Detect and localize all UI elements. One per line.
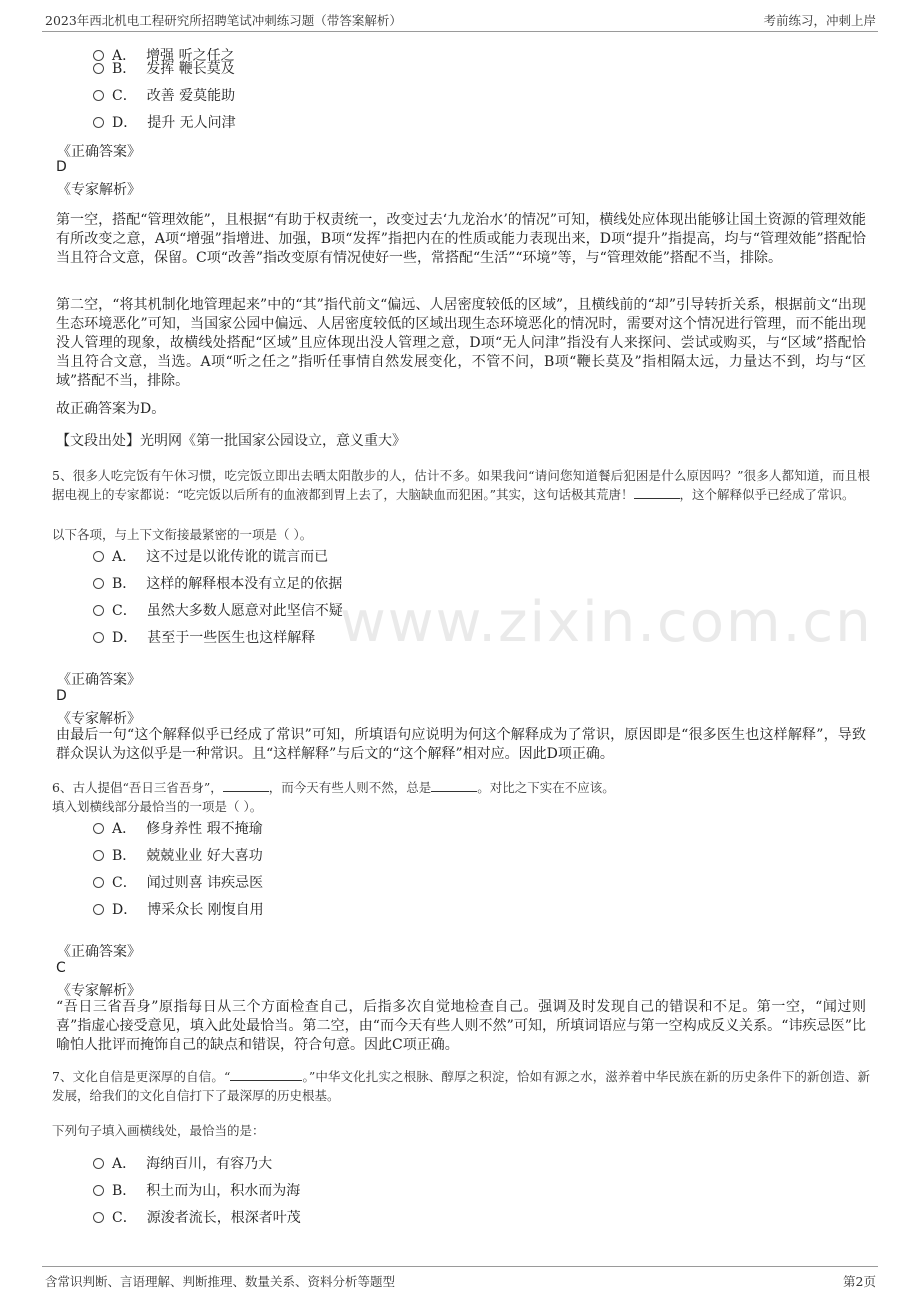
question-prompt: 下列句子填入画横线处，最恰当的是： — [52, 1123, 265, 1138]
header-slogan: 考前练习，冲刺上岸 — [763, 13, 876, 28]
answer-value: C — [56, 960, 66, 976]
option-d[interactable]: D． 博采众长 刚愎自用 — [93, 899, 264, 921]
answer-value: D — [56, 688, 67, 704]
option-b[interactable]: B． 兢兢业业 好大喜功 — [93, 845, 263, 867]
radio-icon — [93, 90, 104, 101]
question-stem: 6、古人提倡“吾日三省吾身”， ，而今天有些人则不然，总是 。对比之下实在不应该。 — [52, 780, 615, 795]
answer-label: 《正确答案》 — [57, 672, 141, 688]
radio-icon — [93, 823, 104, 834]
radio-icon — [93, 605, 104, 616]
footer-categories: 含常识判断、言语理解、判断推理、数量关系、资料分析等题型 — [45, 1274, 396, 1289]
question-stem: 5、很多人吃完饭有午休习惯，吃完饭立即出去晒太阳散步的人，估计不多。如果我问“请问您知道餐后犯困是什么原因吗？”很多人都知道，而且根据电视上的专家都说：“吃完饭以后所有的血液都到胃上去了，大脑缺血而犯困。”其实，这句话极其荒唐！ ，这个解释似乎已经成了常识。 — [52, 468, 870, 502]
answer-label: 《正确答案》 — [57, 144, 141, 160]
option-c[interactable]: C． 源浚者流长，根深者叶茂 — [93, 1207, 301, 1229]
option-b[interactable]: B． 积土而为山，积水而为海 — [93, 1180, 300, 1202]
option-d[interactable]: D． 提升 无人问津 — [93, 112, 236, 134]
option-a[interactable]: A． 修身养性 瑕不掩瑜 — [93, 818, 263, 840]
analysis-paragraph: 由最后一句“这个解释似乎已经成了常识”可知，所填语句应说明为何这个解释成为了常识，原因即是“很多医生也这样解释”，导致群众误认为这似乎是一种常识。且“这样解释”与后文的“这个解释”相对应。因此D项正确。 — [56, 727, 866, 762]
option-a[interactable]: A． 海纳百川，有容乃大 — [93, 1153, 272, 1175]
radio-icon — [93, 904, 104, 915]
page-header — [0, 0, 920, 34]
option-b[interactable]: B． 发挥 鞭长莫及 — [93, 58, 235, 80]
option-a[interactable]: A． 这不过是以讹传讹的谎言而已 — [93, 546, 328, 568]
analysis-label: 《专家解析》 — [57, 983, 141, 999]
analysis-paragraph: 第二空，“将其机制化地管理起来”中的“其”指代前文“偏远、人居密度较低的区域”，且横线前的“却”引导转折关系，根据前文“出现生态环境恶化”可知，当国家公园中偏远、人居密度较低的区域出现生态环境恶化的情况时，需要对这个情况进行管理，而不能出现没人管理的现象，故横线处搭配“区域”且应体现出没人管理之意，D项“无人问津”指没有人来探问、尝试或购买，与“区域”搭配恰当且符合文意，当选。A项“听之任之”指听任事情自然发展变化，不管不问，B项“鞭长莫及”指相隔太远，力量达不到，均与“区域”搭配不当，排除。 — [56, 297, 866, 389]
option-c[interactable]: C． 改善 爱莫能助 — [93, 85, 235, 107]
option-a[interactable]: A． 增强 听之任之 — [93, 45, 235, 67]
radio-icon — [93, 551, 104, 562]
option-b[interactable]: B． 这样的解释根本没有立足的依据 — [93, 573, 342, 595]
radio-icon — [93, 578, 104, 589]
page-number: 第2页 — [843, 1274, 876, 1289]
watermark: www.zixin.com.cn — [340, 590, 873, 655]
radio-icon — [93, 850, 104, 861]
footer-divider — [42, 1266, 878, 1267]
page-footer — [0, 1264, 920, 1302]
answer-value: D — [56, 159, 67, 175]
analysis-label: 《专家解析》 — [57, 182, 141, 198]
analysis-label: 《专家解析》 — [57, 711, 141, 727]
header-divider — [42, 31, 878, 32]
analysis-conclusion: 故正确答案为D。 — [56, 401, 166, 417]
radio-icon — [93, 63, 104, 74]
fill-blank — [230, 1069, 302, 1081]
fill-blank — [431, 780, 477, 792]
question-prompt: 填入划横线部分最恰当的一项是（ ）。 — [52, 799, 263, 814]
radio-icon — [93, 632, 104, 643]
question-prompt: 以下各项，与上下文衔接最紧密的一项是（ ）。 — [52, 527, 313, 542]
option-c[interactable]: C． 虽然大多数人愿意对此坚信不疑 — [93, 600, 343, 622]
radio-icon — [93, 117, 104, 128]
analysis-paragraph: 第一空，搭配“管理效能”，且根据“有助于权责统一，改变过去‘九龙治水’的情况”可知，横线处应体现出能够让国土资源的管理效能有所改变之意，A项“增强”指增进、加强，B项“发挥”指把内在的性质或能力表现出来，D项“提升”指提高，均与“管理效能”搭配恰当且符合文意，保留。C项“改善”指改变原有情况使好一些，常搭配“生活”“环境”等，与“管理效能”搭配不当，排除。 — [56, 212, 866, 266]
analysis-paragraph: “吾日三省吾身”原指每日从三个方面检查自己，后指多次自觉地检查自己。强调及时发现自己的错误和不足。第一空，“闻过则喜”指虚心接受意见，填入此处最恰当。第二空，由“而今天有些人则不然”可知，所填词语应与第一空构成反义关系。“讳疾忌医”比喻怕人批评而掩饰自己的缺点和错误，符合句意。因此C项正确。 — [56, 999, 866, 1053]
option-c[interactable]: C． 闻过则喜 讳疾忌医 — [93, 872, 263, 894]
fill-blank — [223, 780, 269, 792]
source-citation: 【文段出处】光明网《第一批国家公园设立，意义重大》 — [56, 433, 406, 449]
radio-icon — [93, 877, 104, 888]
document-title: 2023年西北机电工程研究所招聘笔试冲刺练习题（带答案解析） — [45, 13, 402, 28]
answer-label: 《正确答案》 — [57, 944, 141, 960]
radio-icon — [93, 1158, 104, 1169]
radio-icon — [93, 1185, 104, 1196]
option-d[interactable]: D． 甚至于一些医生也这样解释 — [93, 627, 315, 649]
question-stem: 7、文化自信是更深厚的自信。“ 。”中华文化扎实之根脉、醇厚之积淀，恰如有源之水，滋养着中华民族在新的历史条件下的新创造、新发展，给我们的文化自信打下了最深厚的历史根基。 — [52, 1069, 870, 1103]
radio-icon — [93, 1212, 104, 1223]
fill-blank — [634, 487, 680, 499]
